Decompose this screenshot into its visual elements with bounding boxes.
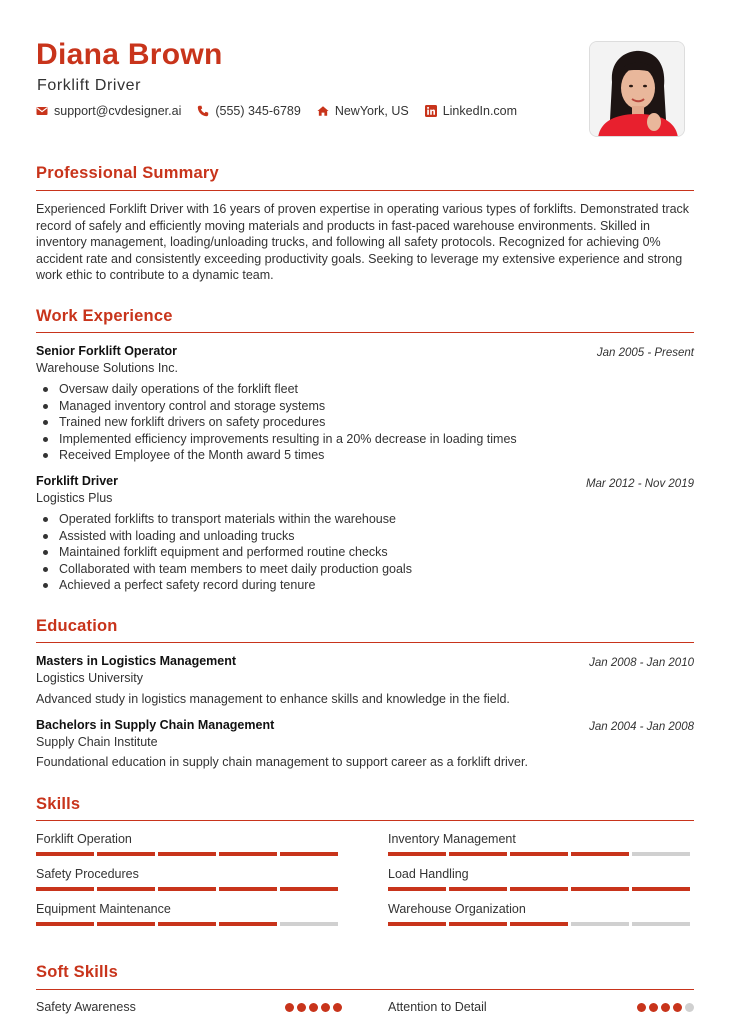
- degree-title: Bachelors in Supply Chain Management: [36, 718, 275, 732]
- soft-skills-divider: [36, 989, 694, 990]
- rating-dot: [285, 1003, 294, 1012]
- job-dates: Jan 2005 - Present: [596, 347, 694, 359]
- skill-label: Safety Procedures: [36, 867, 139, 881]
- education-dates: Jan 2004 - Jan 2008: [589, 721, 694, 733]
- list-item: Collaborated with team members to meet daily production goals: [41, 561, 661, 578]
- skill-level-segment: [449, 887, 507, 891]
- skill-level-segment: [219, 887, 277, 891]
- degree-title: Masters in Logistics Management: [36, 654, 237, 668]
- summary-title: Professional Summary: [36, 164, 219, 182]
- skill-level-bar: [388, 852, 694, 856]
- skill-label: Equipment Maintenance: [36, 902, 171, 916]
- school-name: Logistics University: [36, 671, 143, 685]
- list-item: Oversaw daily operations of the forklift fleet: [41, 381, 661, 398]
- skill-level-segment: [280, 852, 338, 856]
- skill-item: [36, 866, 342, 891]
- home-icon: [317, 105, 329, 117]
- contact-phone[interactable]: [197, 104, 300, 118]
- job-bullets: [41, 511, 661, 594]
- skill-level-segment: [280, 922, 338, 926]
- rating-dot: [661, 1003, 670, 1012]
- experience-divider: [36, 332, 694, 333]
- soft-skills-title: Soft Skills: [36, 963, 118, 981]
- rating-dot: [673, 1003, 682, 1012]
- skill-item: [388, 866, 694, 891]
- skill-item: [36, 901, 342, 926]
- rating-dot: [685, 1003, 694, 1012]
- job-company: Warehouse Solutions Inc.: [36, 361, 178, 375]
- job-bullets: [41, 381, 661, 464]
- skill-level-bar: [388, 922, 694, 926]
- skill-level-segment: [510, 852, 568, 856]
- envelope-icon: [36, 105, 48, 117]
- job-dates: Mar 2012 - Nov 2019: [585, 478, 694, 490]
- skill-level-segment: [632, 922, 690, 926]
- skill-level-bar: [36, 852, 342, 856]
- list-item: Implemented efficiency improvements resulting in a 20% decrease in loading times: [41, 431, 661, 448]
- rating-dot: [649, 1003, 658, 1012]
- skill-level-segment: [571, 852, 629, 856]
- list-item: Operated forklifts to transport materials within the warehouse: [41, 511, 661, 528]
- education-dates: Jan 2008 - Jan 2010: [589, 657, 694, 669]
- summary-text: Experienced Forklift Driver with 16 years of proven expertise in operating various types of forklifts. Demonstrated track record of safely and efficiently moving materials and products in fast-paced warehouse environments. Skilled in inventory management, loading/unloading trucks, and following all safety protocols. Recognized for achieving 0% accident rate and consistently exceeding productivity goals. Seeking to leverage my extensive experience and strong work ethic to contribute to a dynamic team.: [36, 202, 690, 283]
- list-item: Managed inventory control and storage systems: [41, 398, 661, 415]
- rating-dot: [297, 1003, 306, 1012]
- contact-email-text: support@cvdesigner.ai: [54, 104, 182, 118]
- summary-divider: [36, 190, 694, 191]
- skill-level-segment: [97, 922, 155, 926]
- phone-icon: [197, 105, 209, 117]
- soft-skill-item: [388, 1000, 694, 1014]
- soft-skill-rating: [282, 1003, 342, 1012]
- skill-level-bar: [36, 887, 342, 891]
- skill-level-segment: [510, 922, 568, 926]
- skill-level-segment: [632, 852, 690, 856]
- skill-level-segment: [449, 922, 507, 926]
- contact-phone-text: (555) 345-6789: [215, 104, 301, 118]
- rating-dot: [637, 1003, 646, 1012]
- skill-label: Forklift Operation: [36, 832, 132, 846]
- skill-label: Inventory Management: [388, 832, 516, 846]
- skill-level-segment: [632, 887, 690, 891]
- skill-level-segment: [158, 852, 216, 856]
- skill-level-bar: [388, 887, 694, 891]
- skill-item: [388, 901, 694, 926]
- skill-level-segment: [388, 852, 446, 856]
- skills-title: Skills: [36, 795, 81, 813]
- skill-label: Load Handling: [388, 867, 469, 881]
- profile-photo: [589, 41, 685, 137]
- contact-bar: [36, 104, 533, 118]
- rating-dot: [309, 1003, 318, 1012]
- contact-linkedin-text: LinkedIn.com: [442, 104, 518, 118]
- skill-level-segment: [388, 922, 446, 926]
- candidate-role: Forklift Driver: [37, 77, 142, 94]
- list-item: Trained new forklift drivers on safety procedures: [41, 414, 661, 431]
- skill-level-segment: [219, 852, 277, 856]
- list-item: Achieved a perfect safety record during tenure: [41, 577, 661, 594]
- skill-level-segment: [36, 922, 94, 926]
- skill-level-segment: [449, 852, 507, 856]
- skill-item: [388, 831, 694, 856]
- soft-skill-item: [36, 1000, 342, 1014]
- list-item: Assisted with loading and unloading trucks: [41, 528, 661, 545]
- skill-item: [36, 831, 342, 856]
- skill-level-segment: [219, 922, 277, 926]
- job-company: Logistics Plus: [36, 491, 113, 505]
- soft-skill-rating: [634, 1003, 694, 1012]
- school-name: Supply Chain Institute: [36, 735, 158, 749]
- skills-divider: [36, 820, 694, 821]
- skill-level-segment: [97, 852, 155, 856]
- skill-level-segment: [571, 887, 629, 891]
- skill-level-segment: [36, 887, 94, 891]
- skill-level-segment: [510, 887, 568, 891]
- skill-level-segment: [36, 852, 94, 856]
- list-item: Maintained forklift equipment and performed routine checks: [41, 544, 661, 561]
- rating-dot: [333, 1003, 342, 1012]
- soft-skill-label: Attention to Detail: [388, 1000, 487, 1014]
- candidate-name: Diana Brown: [36, 38, 223, 71]
- skill-level-segment: [158, 922, 216, 926]
- skill-level-segment: [158, 887, 216, 891]
- contact-linkedin[interactable]: [425, 104, 517, 118]
- job-title: Forklift Driver: [36, 474, 118, 488]
- contact-location[interactable]: [317, 104, 409, 118]
- soft-skill-label: Safety Awareness: [36, 1000, 136, 1014]
- job-title: Senior Forklift Operator: [36, 344, 177, 358]
- skill-label: Warehouse Organization: [388, 902, 526, 916]
- education-description: Advanced study in logistics management to enhance skills and knowledge in the field.: [36, 692, 510, 706]
- contact-location-text: NewYork, US: [334, 104, 409, 118]
- rating-dot: [321, 1003, 330, 1012]
- linkedin-icon: [425, 105, 437, 117]
- experience-title: Work Experience: [36, 307, 173, 325]
- education-divider: [36, 642, 694, 643]
- skill-level-segment: [280, 887, 338, 891]
- education-description: Foundational education in supply chain management to support career as a forklift driver.: [36, 755, 528, 769]
- skill-level-bar: [36, 922, 342, 926]
- education-title: Education: [36, 617, 118, 635]
- skill-level-segment: [388, 887, 446, 891]
- skill-level-segment: [571, 922, 629, 926]
- list-item: Received Employee of the Month award 5 times: [41, 447, 661, 464]
- contact-email[interactable]: [36, 104, 181, 118]
- skill-level-segment: [97, 887, 155, 891]
